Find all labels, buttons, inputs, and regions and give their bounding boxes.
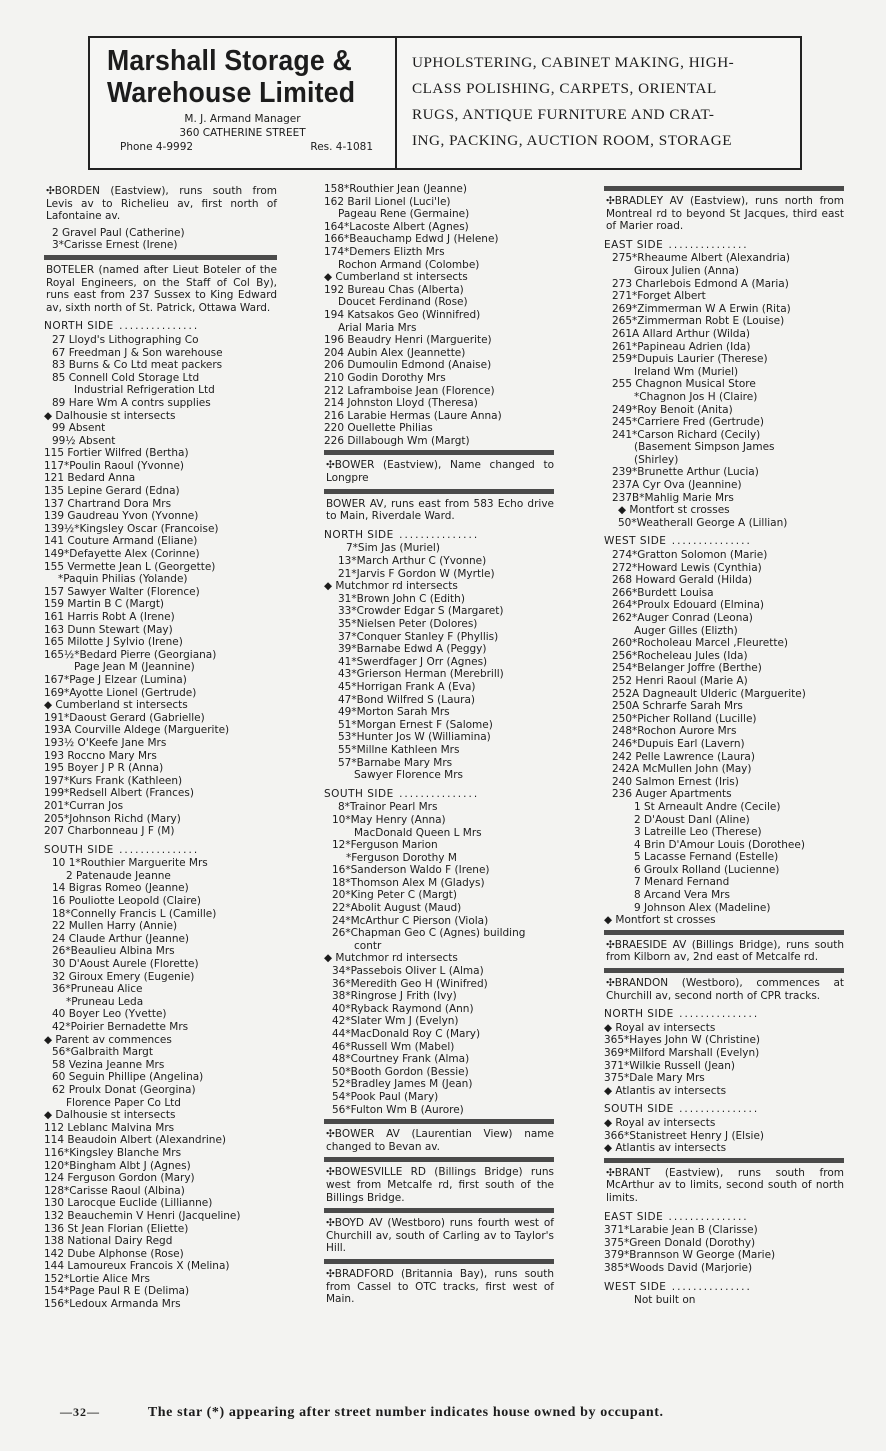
services-line: UPHOLSTERING, CABINET MAKING, HIGH-: [412, 54, 735, 71]
directory-entry: 46*Russell Wm (Mabel): [332, 1040, 455, 1053]
directory-entry: (Basement Simpson James: [634, 441, 775, 454]
directory-entry: *Paquin Philias (Yolande): [58, 573, 188, 586]
directory-entry: 56*Galbraith Margt: [52, 1046, 153, 1059]
directory-entry: 236 Auger Apartments: [612, 788, 732, 801]
directory-entry: 226 Dillabough Wm (Margt): [324, 434, 470, 447]
company-name-line1: Marshall Storage &: [107, 45, 352, 77]
directory-entry: 167*Page J Elzear (Lumina): [44, 673, 187, 686]
directory-entry: 264*Proulx Edouard (Elmina): [612, 599, 764, 612]
directory-entry: 89 Hare Wm A contrs supplies: [52, 396, 211, 409]
directory-entry: 201*Curran Jos: [44, 799, 124, 812]
street-heading: ✣BRADFORD (Britannia Bay), runs south from Cassel to OTC tracks, first west of Main.: [326, 1267, 554, 1306]
street-heading: BOWER AV, runs east from 583 Echo drive to Main, Riverdale Ward.: [326, 497, 554, 523]
directory-entry: 83 Burns & Co Ltd meat packers: [52, 359, 223, 372]
directory-entry: 3 Latreille Leo (Therese): [634, 826, 762, 839]
directory-entry: 252 Henri Raoul (Marie A): [612, 674, 748, 687]
street-heading: ✣BOYD AV (Westboro) runs fourth west of Churchill av, south of Carling av to Taylor's Hill.: [326, 1217, 554, 1255]
dot-leader: ...............: [393, 528, 480, 541]
side-heading: [604, 1008, 844, 1021]
directory-entry: 139 Gaudreau Yvon (Yvonne): [44, 510, 199, 523]
directory-entry: *Pruneau Leda: [66, 995, 144, 1008]
dot-leader: ...............: [673, 1008, 760, 1021]
directory-entry: 135 Lepine Gerard (Edna): [44, 485, 180, 498]
directory-entry: 24 Claude Arthur (Jeanne): [52, 932, 190, 945]
directory-entry: 369*Milford Marshall (Evelyn): [604, 1047, 760, 1059]
directory-entry: 275*Rheaume Albert (Alexandria): [612, 252, 791, 265]
directory-entry: 191*Daoust Gerard (Gabrielle): [44, 711, 205, 724]
side-heading: [44, 320, 277, 333]
street-heading: ✣BORDEN (Eastview), runs south from Levis av to Richelieu av, first north of Lafontaine av.: [46, 185, 277, 223]
directory-entry: 192 Bureau Chas (Alberta): [324, 283, 464, 296]
side-heading-label: EAST SIDE: [604, 238, 664, 251]
directory-entry: 13*March Arthur C (Yvonne): [338, 555, 487, 568]
directory-entry: 14 Bigras Romeo (Jeanne): [52, 882, 189, 895]
directory-entry: 375*Dale Mary Mrs: [604, 1072, 705, 1085]
directory-entry: 239*Brunette Arthur (Lucia): [612, 466, 759, 479]
directory-entry: ◆ Dalhousie st intersects: [44, 1109, 176, 1122]
directory-entry: 255 Chagnon Musical Store: [612, 378, 756, 391]
dot-leader: ...............: [666, 1280, 752, 1293]
directory-entry: 120*Bingham Albt J (Agnes): [44, 1159, 191, 1172]
street-heading: ✣BRADLEY AV (Eastview), runs north from Montreal rd to beyond St Jacques, third east of Marier road.: [606, 195, 844, 233]
side-heading: [604, 1211, 844, 1224]
directory-entry: ◆ Montfort st crosses: [604, 914, 716, 927]
directory-entry: 193A Courville Aldege (Marguerite): [44, 724, 230, 737]
directory-entry: 159 Martin B C (Margt): [44, 598, 165, 611]
directory-entry: Not built on: [634, 1294, 696, 1307]
ad-services-panel: [412, 50, 784, 154]
directory-entry: 194 Katsakos Geo (Winnifred): [324, 308, 481, 321]
directory-entry: 375*Green Donald (Dorothy): [604, 1236, 756, 1249]
directory-entry: 144 Lamoureux Francois X (Melina): [44, 1260, 230, 1273]
side-heading-label: NORTH SIDE: [44, 320, 114, 333]
directory-entry: 37*Conquer Stanley F (Phyllis): [338, 630, 499, 643]
directory-entry: ◆ Dalhousie st intersects: [44, 409, 176, 422]
section-divider: [324, 1208, 554, 1213]
dot-leader: ...............: [673, 1103, 760, 1116]
directory-entry: 196 Beaudry Henri (Marguerite): [324, 334, 492, 347]
section-divider: [324, 450, 554, 455]
ownership-note: The star (*) appearing after street number indicates house owned by occupant.: [147, 1405, 664, 1420]
directory-entry: 51*Morgan Ernest F (Salome): [338, 718, 493, 731]
side-heading: [324, 788, 554, 801]
directory-entry: 136 St Jean Florian (Eliette): [44, 1222, 189, 1235]
directory-entry: ◆ Mutchmor rd intersects: [324, 952, 458, 965]
directory-entry: ◆ Montfort st crosses: [618, 504, 730, 517]
directory-entry: 158*Routhier Jean (Jeanne): [324, 183, 467, 195]
directory-entry: Giroux Julien (Anna): [634, 264, 739, 277]
directory-entry: Doucet Ferdinand (Rose): [338, 296, 468, 309]
ad-company-panel: [90, 38, 397, 168]
directory-entry: 26*Beaulieu Albina Mrs: [52, 945, 175, 958]
section-divider: [44, 255, 277, 260]
directory-entry: 50*Weatherall George A (Lillian): [618, 516, 788, 529]
directory-entry: 34*Passebois Oliver L (Alma): [332, 965, 484, 978]
section-divider: [324, 1157, 554, 1162]
services-line: RUGS, ANTIQUE FURNITURE AND CRAT-: [412, 106, 715, 123]
company-manager: M. J. Armand Manager: [184, 113, 301, 125]
section-divider: [604, 186, 844, 191]
directory-entry: 2 Patenaude Jeanne: [66, 869, 171, 882]
directory-entry: 20*King Peter C (Margt): [332, 889, 457, 902]
directory-entry: 155 Vermette Jean L (Georgette): [44, 560, 216, 573]
street-heading: ✣BOWESVILLE RD (Billings Bridge) runs west from Metcalfe rd, first south of the Billings Bridge.: [326, 1166, 554, 1204]
directory-entry: 149*Defayette Alex (Corinne): [44, 548, 200, 561]
side-heading: [44, 844, 277, 857]
directory-entry: 8 Arcand Vera Mrs: [634, 889, 730, 902]
directory-entry: 50*Booth Gordon (Bessie): [332, 1065, 469, 1078]
directory-entry: 45*Horrigan Frank A (Eva): [338, 680, 476, 693]
side-heading-label: NORTH SIDE: [604, 1008, 674, 1021]
directory-entry: 379*Brannson W George (Marie): [604, 1249, 776, 1262]
directory-entry: 256*Rocheleau Jules (Ida): [612, 649, 748, 662]
directory-entry: Sawyer Florence Mrs: [354, 769, 464, 782]
directory-entry: 210 Godin Dorothy Mrs: [324, 371, 446, 384]
directory-entry: 157 Sawyer Walter (Florence): [44, 585, 200, 598]
directory-entry: 36*Meredith Geo H (Winifred): [332, 977, 488, 990]
section-divider: [324, 1259, 554, 1264]
directory-entry: 8*Trainor Pearl Mrs: [338, 801, 438, 814]
section-divider: [604, 1158, 844, 1163]
directory-entry: 117*Poulin Raoul (Yvonne): [44, 459, 185, 472]
directory-entry: ◆ Cumberland st intersects: [44, 699, 188, 712]
directory-entry: 138 National Dairy Regd: [44, 1235, 173, 1248]
directory-entry: 371*Wilkie Russell (Jean): [604, 1059, 735, 1072]
directory-entry: 33*Crowder Edgar S (Margaret): [338, 605, 504, 618]
side-heading-label: WEST SIDE: [604, 1280, 667, 1293]
directory-entry: 261*Papineau Adrien (Ida): [612, 340, 751, 353]
directory-entry: ◆ Mutchmor rd intersects: [324, 580, 458, 593]
dot-leader: ...............: [113, 320, 200, 333]
directory-entry: 214 Johnston Lloyd (Theresa): [324, 397, 478, 410]
directory-entry: 47*Bond Wilfred S (Laura): [338, 693, 476, 706]
street-heading: ✣BOWER AV (Laurentian View) name changed to Bevan av.: [326, 1128, 554, 1153]
street-heading: ✣BRANDON (Westboro), commences at Churchill av, second north of CPR tracks.: [606, 977, 844, 1002]
directory-entry: 195 Boyer J P R (Anna): [44, 762, 164, 775]
directory-entry: 5 Lacasse Fernand (Estelle): [634, 851, 779, 864]
directory-entry: 6 Groulx Rolland (Lucienne): [634, 863, 780, 876]
directory-entry: 242A McMullen John (May): [612, 763, 752, 776]
directory-entry: 169*Ayotte Lionel (Gertrude): [44, 686, 197, 699]
directory-entry: ◆ Royal av intersects: [604, 1116, 716, 1129]
dot-leader: ...............: [666, 535, 752, 548]
directory-entry: 16*Sanderson Waldo F (Irene): [332, 864, 490, 877]
directory-entry: 242 Pelle Lawrence (Laura): [612, 750, 755, 763]
directory-entry: 54*Pook Paul (Mary): [332, 1090, 439, 1103]
directory-entry: *Chagnon Jos H (Claire): [634, 390, 758, 403]
directory-entry: 245*Carriere Fred (Gertrude): [612, 416, 764, 429]
directory-entry: Pageau Rene (Germaine): [338, 208, 470, 221]
directory-entry: 41*Swerdfager J Orr (Agnes): [338, 655, 488, 668]
dot-leader: ...............: [663, 238, 749, 251]
directory-entry: 141 Couture Armand (Eliane): [44, 535, 198, 548]
directory-entry: 9 Johnson Alex (Madeline): [634, 901, 771, 914]
directory-entry: 260*Rocholeau Marcel ,Fleurette): [612, 637, 789, 650]
directory-entry: 2 Gravel Paul (Catherine): [52, 226, 185, 239]
directory-entry: 130 Larocque Euclide (Lillianne): [44, 1197, 213, 1210]
directory-entry: Rochon Armand (Colombe): [338, 258, 480, 271]
directory-entry: 166*Beauchamp Edwd J (Helene): [324, 233, 499, 246]
services-line: CLASS POLISHING, CARPETS, ORIENTAL: [412, 80, 717, 97]
directory-entry: 52*Bradley James M (Jean): [332, 1078, 473, 1091]
directory-entry: 220 Ouellette Philias: [324, 422, 433, 435]
directory-entry: 250*Picher Rolland (Lucille): [612, 712, 757, 725]
directory-entry: 165½*Bedard Pierre (Georgiana): [44, 648, 217, 661]
directory-entry: 156*Ledoux Armanda Mrs: [44, 1298, 181, 1311]
directory-entry: 48*Courtney Frank (Alma): [332, 1053, 470, 1066]
directory-entry: 43*Grierson Herman (Merebrill): [338, 668, 504, 681]
directory-entry: 7*Sim Jas (Muriel): [346, 542, 440, 555]
directory-entry: 252A Dagneault Ulderic (Marguerite): [612, 687, 806, 700]
page-footer: [60, 1405, 840, 1421]
directory-entry: 112 Leblanc Malvina Mrs: [44, 1121, 175, 1134]
directory-entry: Page Jean M (Jeannine): [74, 661, 195, 674]
dot-leader: ...............: [663, 1210, 749, 1223]
directory-entry: ◆ Atlantis av intersects: [604, 1084, 727, 1097]
directory-entry: 62 Proulx Donat (Georgina): [52, 1083, 196, 1096]
directory-entry: 42*Poirier Bernadette Mrs: [52, 1021, 189, 1033]
directory-entry: 2 D'Aoust Danl (Aline): [634, 813, 750, 826]
directory-entry: 124 Ferguson Gordon (Mary): [44, 1172, 195, 1185]
side-heading-label: SOUTH SIDE: [604, 1103, 674, 1116]
directory-entry: 39*Barnabe Edwd A (Peggy): [338, 643, 487, 656]
directory-entry: 1 St Arneault Andre (Cecile): [634, 800, 781, 813]
directory-entry: 44*MacDonald Roy C (Mary): [332, 1028, 481, 1040]
directory-entry: 165 Milotte J Sylvio (Irene): [44, 636, 183, 649]
directory-entry: MacDonald Queen L Mrs: [354, 826, 482, 839]
section-divider: [604, 968, 844, 973]
street-heading: ✣BOWER (Eastview), Name changed to Longpre: [326, 459, 554, 485]
directory-entry: 250A Schrarfe Sarah Mrs: [612, 700, 743, 713]
directory-entry: 248*Rochon Aurore Mrs: [612, 725, 737, 738]
company-phones: [90, 140, 395, 154]
directory-entry: 366*Stanistreet Henry J (Elsie): [604, 1129, 765, 1142]
company-phone: Phone 4-9992: [120, 141, 194, 153]
company-residence-phone: Res. 4-1081: [310, 141, 373, 153]
street-heading: ✣BRANT (Eastview), runs south from McArthur av to limits, second south of north limits.: [606, 1166, 844, 1204]
directory-entry: 240 Salmon Ernest (Iris): [612, 775, 739, 788]
directory-entry: Auger Gilles (Elizth): [634, 624, 738, 637]
directory-entry: 40 Boyer Leo (Yvette): [52, 1008, 167, 1021]
directory-entry: 265*Zimmerman Robt E (Louise): [612, 315, 785, 328]
directory-entry: 241*Carson Richard (Cecily): [612, 428, 761, 441]
directory-entry: 174*Demers Elizth Mrs: [324, 245, 445, 258]
street-heading: BOTELER (named after Lieut Boteler of the Royal Engineers, on the Staff of Col By), runs east from 237 Sussex to King Edward av, sixth north of St. Patrick, Ottawa Ward.: [46, 263, 277, 314]
directory-entry: 31*Brown John C (Edith): [338, 592, 465, 605]
directory-entry: 12*Ferguson Marion: [332, 839, 438, 852]
side-heading-label: WEST SIDE: [604, 535, 667, 548]
directory-entry: 216 Larabie Hermas (Laure Anna): [324, 409, 502, 422]
directory-entry: 21*Jarvis F Gordon W (Myrtle): [338, 567, 495, 580]
directory-entry: 152*Lortie Alice Mrs: [44, 1272, 150, 1285]
directory-entry: ◆ Atlantis av intersects: [604, 1142, 727, 1155]
directory-entry: 22*Abolit August (Maud): [332, 902, 462, 915]
directory-entry: 128*Carisse Raoul (Albina): [44, 1184, 185, 1197]
directory-entry: 22 Mullen Harry (Annie): [52, 920, 178, 933]
directory-entry: ◆ Cumberland st intersects: [324, 271, 468, 284]
directory-column-1: [44, 183, 277, 1311]
directory-column-2: [324, 183, 554, 1310]
side-heading-label: SOUTH SIDE: [324, 787, 394, 800]
directory-entry: 38*Ringrose J Frith (Ivy): [332, 990, 457, 1003]
directory-entry: 10*May Henry (Anna): [332, 813, 446, 826]
directory-entry: 207 Charbonneau J F (M): [44, 825, 175, 838]
directory-entry: 18*Thomson Alex M (Gladys): [332, 876, 485, 889]
directory-entry: 274*Gratton Solomon (Marie): [612, 549, 768, 562]
side-heading: [604, 535, 844, 548]
directory-entry: 3*Carisse Ernest (Irene): [52, 239, 178, 252]
directory-entry: 32 Giroux Emery (Eugenie): [52, 970, 195, 983]
directory-entry: 246*Dupuis Earl (Lavern): [612, 737, 745, 750]
directory-entry: 16 Pouliotte Leopold (Claire): [52, 895, 201, 908]
directory-entry: Ireland Wm (Muriel): [634, 365, 739, 378]
directory-entry: 269*Zimmerman W A Erwin (Rita): [612, 302, 791, 315]
directory-entry: 163 Dunn Stewart (May): [44, 623, 173, 636]
directory-entry: 35*Nielsen Peter (Dolores): [338, 618, 478, 630]
section-divider: [324, 1119, 554, 1124]
directory-column-3: [604, 183, 844, 1307]
directory-entry: 4 Brin D'Amour Louis (Dorothee): [634, 838, 805, 851]
directory-entry: 57*Barnabe Mary Mrs: [338, 756, 453, 769]
directory-entry: 58 Vezina Jeanne Mrs: [52, 1058, 165, 1071]
directory-entry: 273 Charlebois Edmond A (Maria): [612, 277, 789, 290]
directory-entry: 7 Menard Fernand: [634, 876, 730, 889]
directory-entry: 193 Roccno Mary Mrs: [44, 749, 157, 762]
directory-entry: 272*Howard Lewis (Cynthia): [612, 561, 762, 574]
directory-entry: 266*Burdett Louisa: [612, 586, 714, 599]
directory-entry: 42*Slater Wm J (Evelyn): [332, 1015, 459, 1028]
section-divider: [604, 930, 844, 935]
directory-entry: 206 Dumoulin Edmond (Anaise): [324, 359, 492, 372]
directory-entry: (Shirley): [634, 453, 679, 466]
directory-entry: 271*Forget Albert: [612, 290, 706, 303]
directory-entry: 237A Cyr Ova (Jeannine): [612, 479, 742, 492]
directory-entry: *Ferguson Dorothy M: [346, 851, 457, 864]
directory-entry: 10 1*Routhier Marguerite Mrs: [52, 857, 208, 870]
directory-entry: 56*Fulton Wm B (Aurore): [332, 1103, 464, 1116]
directory-entry: 154*Page Paul R E (Delima): [44, 1285, 190, 1298]
directory-entry: 261A Allard Arthur (Wilda): [612, 327, 751, 340]
street-heading: ✣BRAESIDE AV (Billings Bridge), runs south from Kilborn av, 2nd east of Metcalfe rd.: [606, 938, 844, 964]
directory-entry: 254*Belanger Joffre (Berthe): [612, 662, 762, 675]
side-heading-label: SOUTH SIDE: [44, 843, 114, 856]
directory-entry: 259*Dupuis Laurier (Therese): [612, 353, 768, 366]
directory-entry: 204 Aubin Alex (Jeannette): [324, 346, 466, 359]
directory-entry: Industrial Refrigeration Ltd: [74, 384, 215, 397]
directory-entry: 26*Chapman Geo C (Agnes) building: [332, 927, 526, 940]
company-name-line2: Warehouse Limited: [107, 77, 356, 109]
directory-entry: 60 Seguin Phillipe (Angelina): [52, 1071, 204, 1084]
directory-entry: 205*Johnson Richd (Mary): [44, 812, 181, 825]
services-line: ING, PACKING, AUCTION ROOM, STORAGE: [412, 132, 733, 149]
directory-entry: 49*Morton Sarah Mrs: [338, 706, 450, 719]
dot-leader: ...............: [113, 843, 200, 856]
side-heading-label: NORTH SIDE: [324, 528, 394, 541]
directory-entry: 67 Freedman J & Son warehouse: [52, 346, 223, 359]
directory-entry: ◆ Royal av intersects: [604, 1021, 716, 1034]
directory-entry: 18*Connelly Francis L (Camille): [52, 907, 217, 920]
side-heading: [324, 529, 554, 542]
directory-entry: 142 Dube Alphonse (Rose): [44, 1247, 184, 1260]
directory-entry: 114 Beaudoin Albert (Alexandrine): [44, 1134, 227, 1147]
directory-entry: 162 Baril Lionel (Luci'le): [324, 195, 451, 208]
side-heading: [604, 1281, 844, 1294]
side-heading: [604, 1103, 844, 1116]
directory-entry: 99 Absent: [52, 422, 106, 435]
directory-entry: 212 Laframboise Jean (Florence): [324, 384, 495, 397]
directory-entry: 30 D'Aoust Aurele (Florette): [52, 958, 199, 971]
side-heading: [604, 239, 844, 252]
directory-entry: 371*Larabie Jean B (Clarisse): [604, 1224, 758, 1237]
directory-entry: 193½ O'Keefe Jane Mrs: [44, 736, 167, 749]
directory-entry: Arial Maria Mrs: [338, 321, 417, 334]
directory-entry: 99½ Absent: [52, 434, 116, 447]
directory-entry: contr: [354, 939, 382, 952]
directory-entry: 115 Fortier Wilfred (Bertha): [44, 447, 189, 460]
directory-entry: ◆ Parent av commences: [44, 1033, 172, 1046]
page-number: —32—: [60, 1405, 100, 1419]
directory-entry: 121 Bedard Anna: [44, 472, 136, 485]
directory-entry: 237B*Mahlig Marie Mrs: [612, 491, 734, 504]
directory-entry: 27 Lloyd's Lithographing Co: [52, 333, 199, 346]
directory-entry: 262*Auger Conrad (Leona): [612, 612, 753, 624]
directory-entry: 53*Hunter Jos W (Williamina): [338, 731, 491, 744]
advertisement-box: [88, 36, 802, 170]
company-address: 360 CATHERINE STREET: [179, 127, 306, 139]
directory-entry: 55*Millne Kathleen Mrs: [338, 743, 460, 756]
side-heading-label: EAST SIDE: [604, 1210, 664, 1223]
directory-entry: 139½*Kingsley Oscar (Francoise): [44, 522, 219, 535]
directory-entry: 385*Woods David (Marjorie): [604, 1261, 753, 1274]
directory-entry: 137 Chartrand Dora Mrs: [44, 497, 172, 510]
directory-entry: 199*Redsell Albert (Frances): [44, 787, 194, 800]
directory-entry: 197*Kurs Frank (Kathleen): [44, 774, 183, 787]
directory-entry: 365*Hayes John W (Christine): [604, 1034, 761, 1047]
directory-entry: Florence Paper Co Ltd: [66, 1096, 181, 1109]
dot-leader: ...............: [393, 787, 480, 800]
directory-entry: 116*Kingsley Blanche Mrs: [44, 1146, 182, 1159]
directory-entry: 24*McArthur C Pierson (Viola): [332, 914, 489, 927]
directory-entry: 132 Beauchemin V Henri (Jacqueline): [44, 1209, 241, 1222]
directory-entry: 40*Ryback Raymond (Ann): [332, 1002, 474, 1015]
directory-entry: 164*Lacoste Albert (Agnes): [324, 220, 469, 233]
directory-entry: 36*Pruneau Alice: [52, 983, 143, 996]
directory-entry: 85 Connell Cold Storage Ltd: [52, 371, 200, 384]
directory-entry: 249*Roy Benoit (Anita): [612, 403, 733, 416]
directory-entry: 161 Harris Robt A (Irene): [44, 611, 175, 623]
directory-entry: 268 Howard Gerald (Hilda): [612, 574, 753, 587]
section-divider: [324, 489, 554, 494]
